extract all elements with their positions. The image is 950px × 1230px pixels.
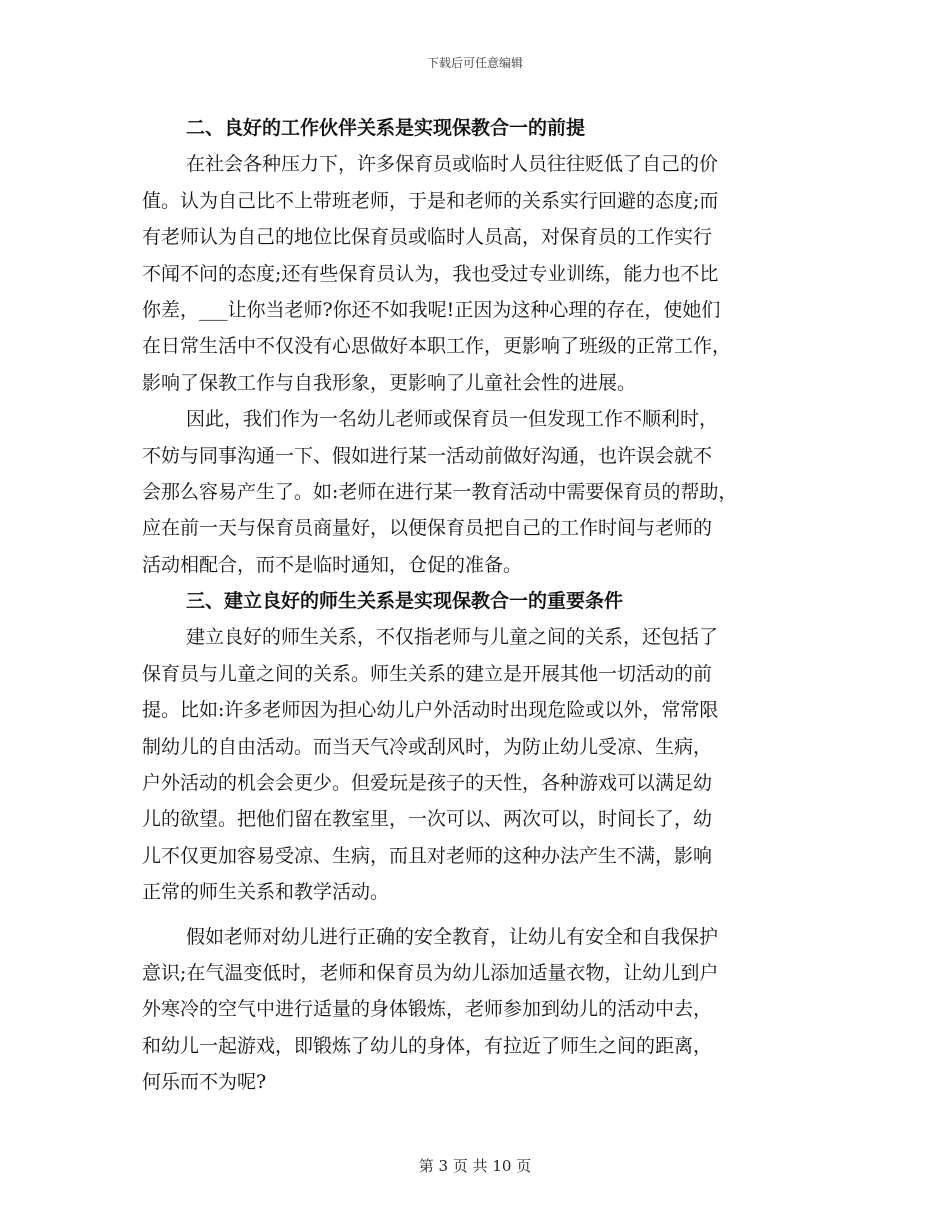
text-line: 外寒冷的空气中进行适量的身体锻炼，老师参加到幼儿的活动中去， (142, 998, 713, 1021)
text-line: 保育员与儿童之间的关系。师生关系的建立是开展其他一切活动的前 (142, 662, 713, 685)
document-body (142, 110, 814, 1101)
text-line: 儿不仅更加容易受凉、生病，而且对老师的这种办法产生不满，影响 (142, 844, 713, 867)
text-line: 假如老师对幼儿进行正确的安全教育，让幼儿有安全和自我保护 (186, 925, 719, 948)
text-line: 你差，___让你当老师?你还不如我呢!正因为这种心理的存在，使她们 (142, 298, 721, 321)
paragraph (142, 146, 814, 401)
text-line: 有老师认为自己的地位比保育员或临时人员高，对保育员的工作实行 (142, 226, 713, 249)
text-line: 提。比如:许多老师因为担心幼儿户外活动时出现危险或以外，常常限 (142, 699, 719, 722)
text-line: 建立良好的师生关系，不仅指老师与儿童之间的关系，还包括了 (186, 626, 719, 649)
text-line: 因此，我们作为一名幼儿老师或保育员一但发现工作不顺利时， (186, 408, 719, 431)
text-line: 户外活动的机会会更少。但爱玩是孩子的天性，各种游戏可以满足幼 (142, 772, 713, 795)
text-line: 应在前一天与保育员商量好，以便保育员把自己的工作时间与老师的 (142, 517, 713, 540)
text-line: 和幼儿一起游戏，即锻炼了幼儿的身体，有拉近了师生之间的距离， (142, 1034, 713, 1057)
text-line: 何乐而不为呢? (142, 1071, 267, 1094)
paragraph (142, 401, 814, 583)
section-heading-2: 二、良好的工作伙伴关系是实现保教合一的前提 (186, 117, 586, 139)
text-line: 儿的欲望。把他们留在教室里，一次可以、两次可以，时间长了，幼 (142, 808, 713, 831)
text-line: 会那么容易产生了。如:老师在进行某一教育活动中需要保育员的帮助， (142, 480, 738, 503)
text-line: 影响了保教工作与自我形象，更影响了儿童社会性的进展。 (142, 371, 637, 394)
paragraph (142, 619, 814, 910)
text-line: 在日常生活中不仅没有心思做好本职工作，更影响了班级的正常工作， (142, 335, 732, 358)
text-line: 活动相配合，而不是临时通知，仓促的准备。 (142, 553, 523, 576)
text-line: 在社会各种压力下，许多保育员或临时人员往往贬低了自己的价 (186, 153, 719, 176)
paragraph-gap (142, 911, 814, 919)
text-line: 意识;在气温变低时，老师和保育员为幼儿添加适量衣物，让幼儿到户 (142, 961, 719, 984)
text-line: 值。认为自己比不上带班老师，于是和老师的关系实行回避的态度;而 (142, 189, 719, 212)
text-line: 正常的师生关系和教学活动。 (142, 881, 390, 904)
page-header: 下载后可任意编辑 (426, 56, 523, 70)
paragraph (142, 919, 814, 1101)
page-footer: 第 3 页 共 10 页 (418, 1157, 532, 1175)
text-line: 不闻不问的态度;还有些保育员认为，我也受过专业训练，能力也不比 (142, 262, 719, 285)
section-heading-3: 三、建立良好的师生关系是实现保教合一的重要条件 (186, 590, 624, 613)
text-line: 制幼儿的自由活动。而当天气冷或刮风时，为防止幼儿受凉、生病， (142, 735, 713, 758)
text-line: 不妨与同事沟通一下、假如进行某一活动前做好沟通，也许误会就不 (142, 444, 713, 467)
